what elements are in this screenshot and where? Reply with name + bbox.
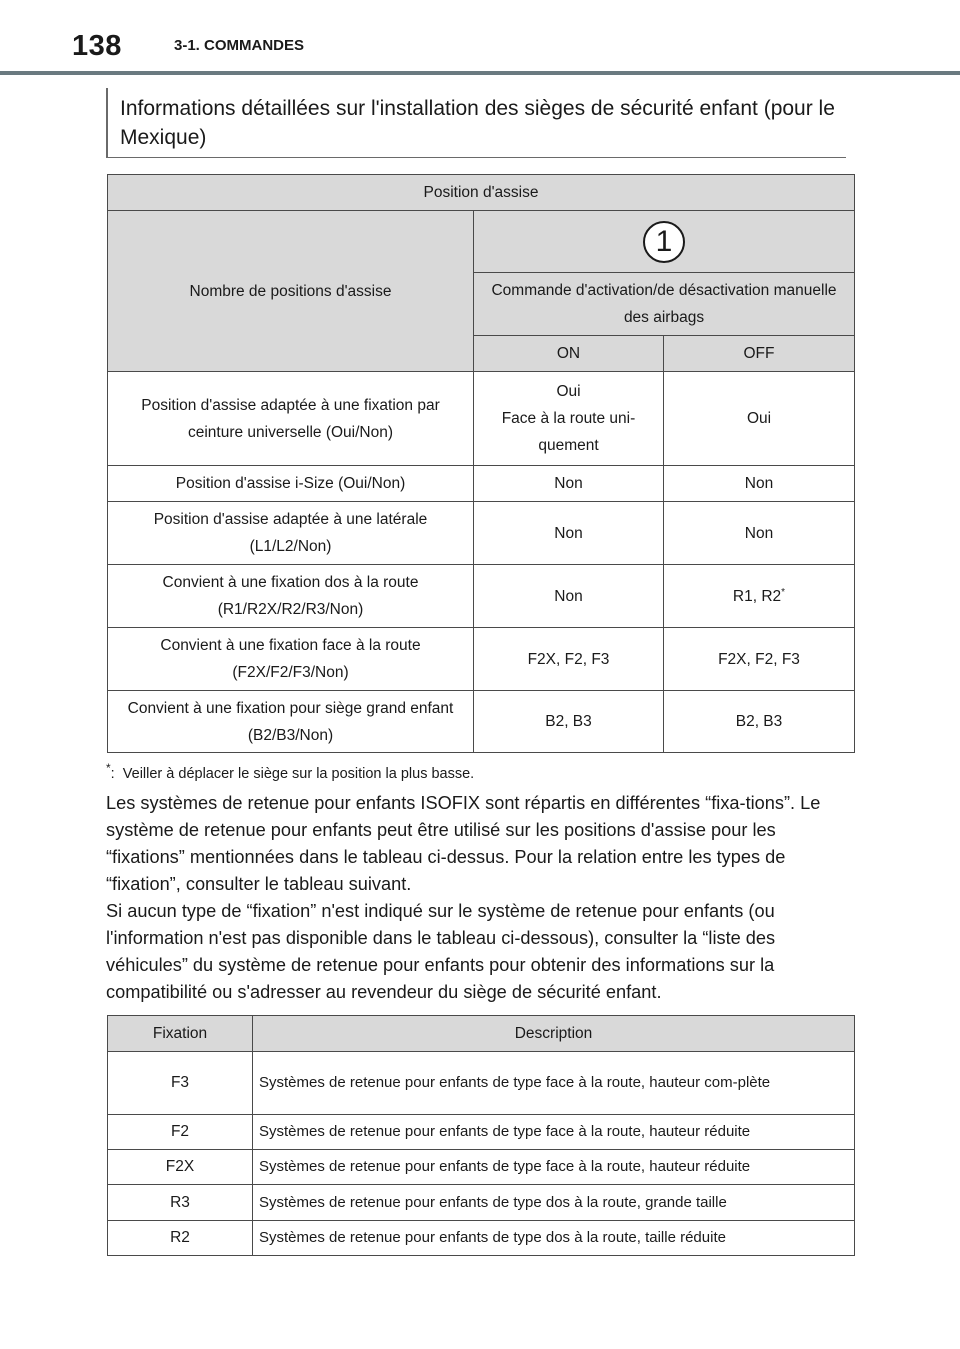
fixation-header: Fixation [108,1016,253,1052]
footnote-star: * [106,761,111,775]
row-off-value: B2, B3 [664,691,855,753]
page-number: 138 [72,30,122,62]
row-on-value: B2, B3 [474,691,664,753]
description-cell: Systèmes de retenue pour enfants de type face à la route, hauteur com-plète [253,1052,855,1115]
row-off-text: R1, R2 [732,587,782,605]
header-rule [0,71,960,75]
footnote-text: Veiller à déplacer le siège sur la position la plus basse. [122,765,475,782]
body-text [106,790,850,1006]
fixation-cell: F2X [108,1150,253,1185]
row-label: Convient à une fixation pour siège grand enfant (B2/B3/Non) [108,691,474,753]
table-row [108,1221,855,1256]
table-row [108,565,855,628]
table-row [108,502,855,565]
row-off-value [664,565,855,628]
fixation-cell: F2 [108,1115,253,1150]
table-row [108,372,855,466]
row-on-value [474,372,664,466]
table-row [108,691,855,753]
footnote: *: Veiller à déplacer le siège sur la position la plus basse. [106,761,475,782]
paragraph: Si aucun type de “fixation” n'est indiqué sur le système de retenue pour enfants (ou l'information n'est pas disponible dans le tableau ci-dessous), consulter la “liste des véhicules” du système de retenue pour enfants pour obtenir des informations sur la compatibilité ou s'adresser au revendeur du siège de sécurité enfant. [106,901,776,1002]
paragraph: Les systèmes de retenue pour enfants ISOFIX sont répartis en différentes “fixa-tions”. Le système de retenue pour enfants peut être utilisé sur les positions d'assise pour les “fixations” mentionnées dans le tableau ci-dessus. Pour la relation entre les types de “fixation”, consulter le tableau suivant. [106,793,821,894]
description-cell: Systèmes de retenue pour enfants de type dos à la route, taille réduite [253,1221,855,1256]
row-on-value: Non [474,565,664,628]
row-off-value: F2X, F2, F3 [664,628,855,691]
description-cell: Systèmes de retenue pour enfants de type face à la route, hauteur réduite [253,1115,855,1150]
airbag-control-header: Commande d'activation/de désactivation manuelle des airbags [474,273,855,336]
position-number-cell [474,211,855,273]
table-row [108,466,855,502]
row-on-value: Non [474,466,664,502]
page-header [0,0,960,78]
section-title: 3-1. COMMANDES [174,37,305,54]
description-header: Description [253,1016,855,1052]
table-row [108,1150,855,1185]
seating-position-header: Position d'assise [108,175,855,211]
row-label: Position d'assise i-Size (Oui/Non) [108,466,474,502]
row-label: Position d'assise adaptée à une latérale (L1/L2/Non) [108,502,474,565]
row-label: Position d'assise adaptée à une fixation par ceinture universelle (Oui/Non) [108,372,474,466]
subsection-title: Informations détaillées sur l'installation des sièges de sécurité enfant (pour le Mexique) [106,88,846,158]
seating-position-table [107,174,855,753]
row-on-value-line1: Oui [556,383,581,400]
off-header: OFF [664,336,855,372]
fixation-cell: R2 [108,1221,253,1256]
row-on-value-line2: Face à la route uni-quement [501,410,636,454]
position-number: 1 [643,221,685,263]
number-of-positions-label: Nombre de positions d'assise [108,211,474,372]
fixation-cell: F3 [108,1052,253,1115]
row-on-value: F2X, F2, F3 [474,628,664,691]
table-row [108,1185,855,1221]
table-row [108,628,855,691]
fixation-cell: R3 [108,1185,253,1221]
row-off-value: Oui [664,372,855,466]
row-label: Convient à une fixation dos à la route (R1/R2X/R2/R3/Non) [108,565,474,628]
fixation-table [107,1015,855,1256]
footnote-mark: * [781,586,786,598]
table-row [108,1115,855,1150]
table-row [108,1052,855,1115]
row-off-value: Non [664,502,855,565]
on-header: ON [474,336,664,372]
row-off-value: Non [664,466,855,502]
description-cell: Systèmes de retenue pour enfants de type dos à la route, grande taille [253,1185,855,1221]
position-number-badge [643,221,685,263]
description-cell: Systèmes de retenue pour enfants de type face à la route, hauteur réduite [253,1150,855,1185]
row-label: Convient à une fixation face à la route (F2X/F2/F3/Non) [108,628,474,691]
row-on-value: Non [474,502,664,565]
